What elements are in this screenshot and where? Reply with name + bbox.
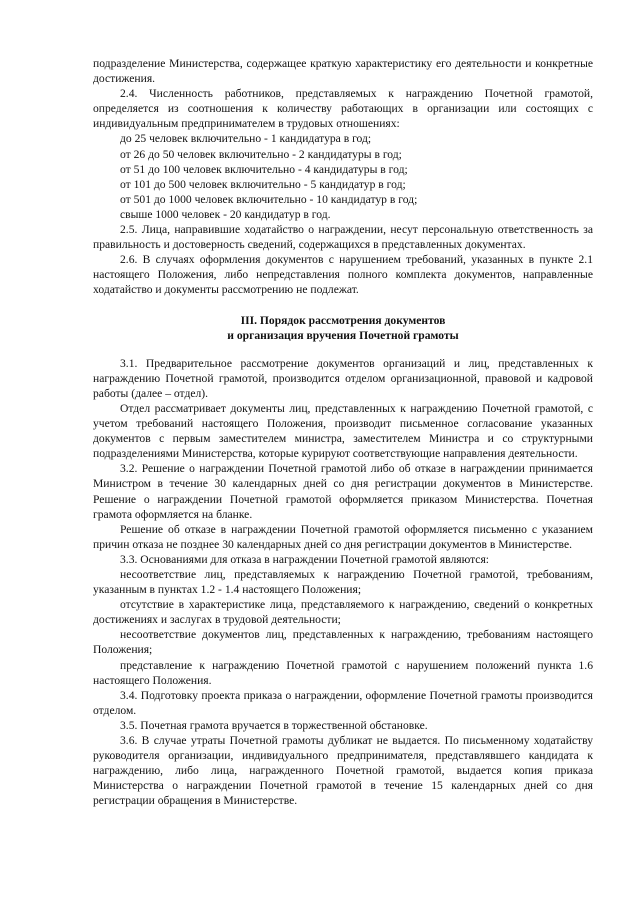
quota-list-item: свыше 1000 человек - 20 кандидатур в год. — [120, 207, 331, 221]
paragraphs-bottom — [93, 356, 593, 809]
paragraph: 3.5. Почетная грамота вручается в торжественной обстановке. — [120, 718, 428, 732]
paragraph: 3.4. Подготовку проекта приказа о награждении, оформление Почетной грамоты производится отделом. — [93, 688, 593, 717]
document-page — [93, 56, 593, 809]
quota-list-item: от 51 до 100 человек включительно - 4 кандидатуры в год; — [120, 162, 408, 176]
paragraph: 3.6. В случае утраты Почетной грамоты дубликат не выдается. По письменному ходатайству руководителя организации, индивидуального предпринимателя, представлявшего кандидата к награждению, либо лица, награжденного Почетной грамотой, выдается копия приказа Министерства о награждении Почетной грамотой в течение 15 календарных дней со дня регистрации обращения в Министерстве. — [93, 734, 593, 808]
quota-list-item: от 101 до 500 человек включительно - 5 кандидатур в год; — [120, 177, 406, 191]
section-heading-line2: и организация вручения Почетной грамоты — [227, 328, 459, 342]
paragraphs-top — [93, 56, 593, 131]
quota-list-item: до 25 человек включительно - 1 кандидатура в год; — [120, 132, 372, 146]
paragraph: 3.1. Предварительное рассмотрение документов организаций и лиц, представленных к награждению Почетной грамотой, производится отделом организационной, правовой и кадровой работы (далее – отдел). — [93, 356, 593, 400]
paragraph: 3.3. Основаниями для отказа в награждении Почетной грамотой являются: — [120, 552, 489, 566]
paragraph: несоответствие лиц, представляемых к награждению Почетной грамотой, требованиям, указанным в пунктах 1.2 - 1.4 настоящего Положения; — [93, 568, 593, 597]
paragraph: несоответствие документов лиц, представленных к награждению, требованиям настоящего Положения; — [93, 628, 593, 657]
paragraph: 2.6. В случаях оформления документов с нарушением требований, указанных в пункте 2.1 настоящего Положения, либо непредставления полного комплекта документов, направленные ходатайство и документы рассмотрению не подлежат. — [93, 253, 593, 297]
paragraph: Отдел рассматривает документы лиц, представленных к награждению Почетной грамотой, с учетом требований настоящего Положения, производит письменное согласование указанных документов с первым заместителем министра, заместителем Министра и со структурными подразделениями Министерства, которые курируют соответствующие направления деятельности. — [93, 401, 593, 461]
paragraph: 2.5. Лица, направившие ходатайство о награждении, несут персональную ответственность за правильность и достоверность сведений, содержащихся в представленных документах. — [93, 223, 593, 252]
paragraph: 3.2. Решение о награждении Почетной грамотой либо об отказе в награждении принимается Министром в течение 30 календарных дней со дня регистрации документов в Министерстве. Решение о награждении Почетной грамотой оформляется приказом Министерства. Почетная грамота оформляется на бланке. — [93, 462, 593, 521]
paragraphs-mid — [93, 222, 593, 297]
paragraph: 2.4. Численность работников, представляемых к награждению Почетной грамотой, определяется из соотношения к количеству работающих в организации или состоящих с индивидуальным предпринимателем в трудовых отношениях: — [93, 87, 593, 131]
quota-list-item: от 501 до 1000 человек включительно - 10 кандидатур в год; — [120, 192, 418, 206]
section-heading-line1: III. Порядок рассмотрения документов — [240, 313, 446, 327]
paragraph: представление к награждению Почетной грамотой с нарушением положений пункта 1.6 настоящего Положения. — [93, 658, 593, 687]
quota-list-item: от 26 до 50 человек включительно - 2 кандидатуры в год; — [120, 147, 402, 161]
section-heading — [93, 313, 593, 343]
paragraph: отсутствие в характеристике лица, представляемого к награждению, сведений о конкретных достижениях и заслугах в трудовой деятельности; — [93, 598, 593, 627]
paragraph: Решение об отказе в награждении Почетной грамотой оформляется письменно с указанием причин отказа не позднее 30 календарных дней со дня регистрации документов в Министерстве. — [93, 522, 593, 551]
paragraph: подразделение Министерства, содержащее краткую характеристику его деятельности и конкретные достижения. — [93, 57, 593, 86]
quota-list — [93, 131, 593, 222]
